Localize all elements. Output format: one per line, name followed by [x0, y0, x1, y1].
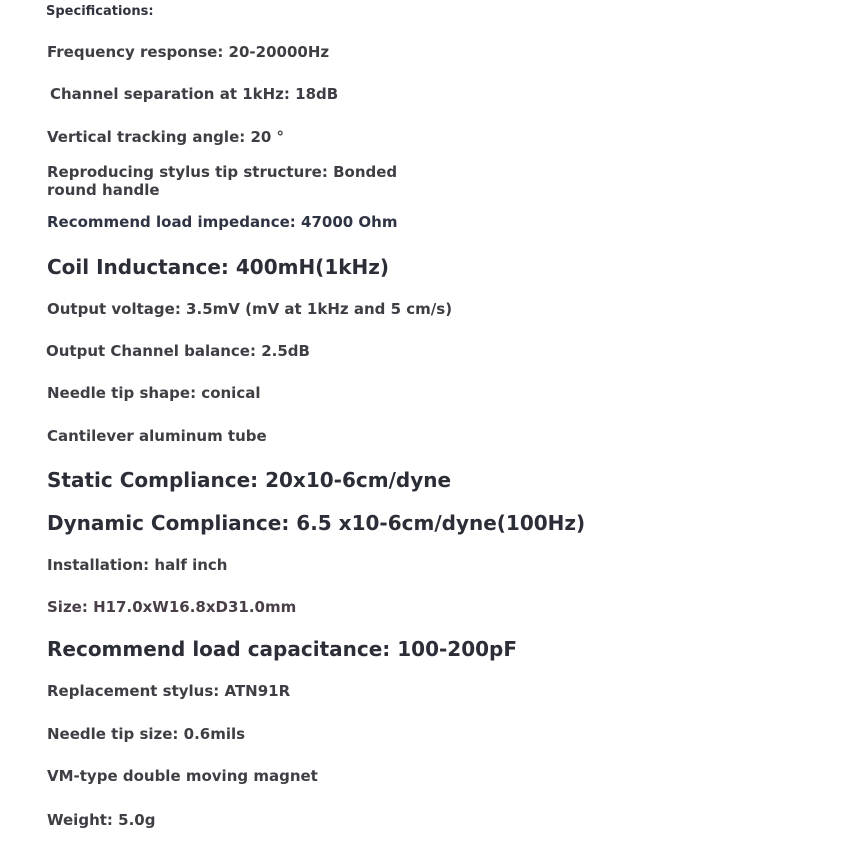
spec-vm-type: VM-type double moving magnet — [47, 767, 318, 785]
spec-needle-tip-shape: Needle tip shape: conical — [47, 384, 261, 402]
spec-needle-tip-size: Needle tip size: 0.6mils — [47, 725, 246, 743]
spec-size: Size: H17.0xW16.8xD31.0mm — [47, 598, 297, 616]
spec-load-impedance: Recommend load impedance: 47000 Ohm — [47, 213, 398, 231]
spec-cantilever: Cantilever aluminum tube — [47, 427, 267, 445]
spec-static-compliance: Static Compliance: 20x10-6cm/dyne — [47, 468, 452, 492]
spec-load-capacitance: Recommend load capacitance: 100-200pF — [47, 637, 518, 661]
spec-replacement-stylus: Replacement stylus: ATN91R — [47, 682, 291, 700]
spec-channel-balance: Output Channel balance: 2.5dB — [46, 342, 310, 360]
spec-weight: Weight: 5.0g — [47, 811, 156, 829]
spec-frequency-response: Frequency response: 20-20000Hz — [47, 43, 330, 61]
spec-installation: Installation: half inch — [47, 556, 228, 574]
spec-dynamic-compliance: Dynamic Compliance: 6.5 x10-6cm/dyne(100Hz) — [47, 511, 586, 535]
spec-channel-separation: Channel separation at 1kHz: 18dB — [50, 85, 339, 103]
spec-output-voltage: Output voltage: 3.5mV (mV at 1kHz and 5 cm/s) — [47, 300, 453, 318]
spec-coil-inductance: Coil Inductance: 400mH(1kHz) — [47, 255, 390, 279]
specifications-heading: Specifications: — [46, 4, 154, 19]
spec-stylus-tip-structure: Reproducing stylus tip structure: Bonded round handle — [47, 163, 398, 199]
spec-vertical-tracking-angle: Vertical tracking angle: 20 ° — [47, 128, 285, 146]
